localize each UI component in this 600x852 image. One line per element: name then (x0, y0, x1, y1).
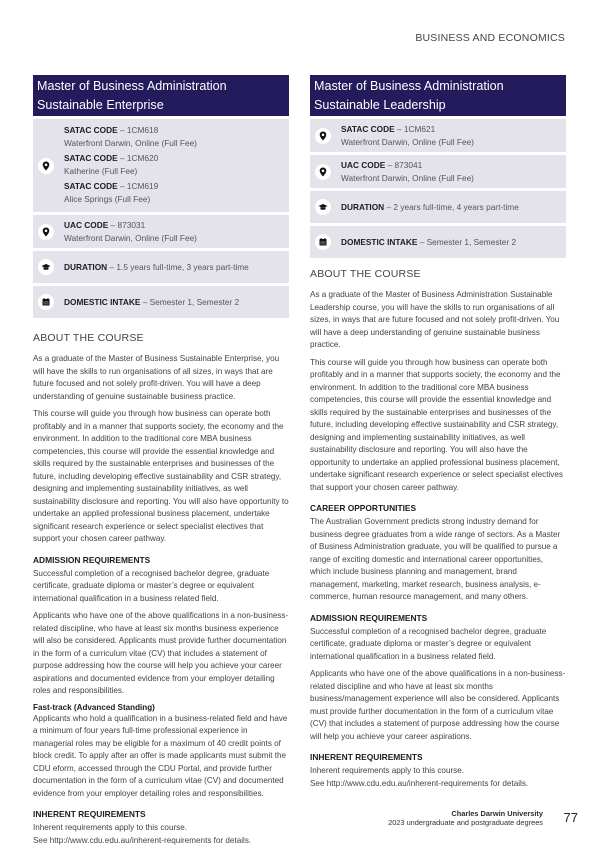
satac-label: SATAC CODE (64, 153, 118, 163)
page-number: 77 (563, 810, 578, 825)
course-title-line2: Sustainable Enterprise (37, 98, 164, 112)
inherent-paragraph (310, 765, 566, 790)
satac-code: – 1CM619 (119, 181, 159, 191)
satac-code: – 1CM618 (119, 125, 159, 135)
course-column-sustainable-enterprise (33, 75, 289, 852)
uac-code-row (33, 215, 289, 248)
fasttrack-heading: Fast-track (Advanced Standing) (33, 702, 155, 712)
location-pin-icon (315, 128, 331, 144)
admission-heading: ADMISSION REQUIREMENTS (33, 554, 151, 565)
intake-value: – Semester 1, Semester 2 (419, 236, 517, 247)
page-footer (388, 809, 543, 827)
calendar-icon (315, 234, 331, 250)
duration-value: – 1.5 years full-time, 3 years part-time (109, 261, 249, 272)
location-pin-icon (38, 158, 54, 174)
intake-label: DOMESTIC INTAKE (341, 236, 418, 247)
course-title (33, 75, 289, 116)
graduation-cap-icon (315, 199, 331, 215)
course-title (310, 75, 566, 116)
satac-location: Alice Springs (Full Fee) (64, 193, 151, 204)
satac-entry (64, 180, 197, 205)
inherent-link-text[interactable]: See http://www.cdu.edu.au/inherent-requirements for details. (310, 778, 529, 788)
duration-row (310, 191, 566, 223)
uac-code: – 873031 (110, 220, 146, 230)
location-pin-icon (315, 164, 331, 180)
graduation-cap-icon (38, 259, 54, 275)
satac-entry (64, 152, 197, 177)
about-heading: ABOUT THE COURSE (310, 268, 421, 280)
inherent-link-text[interactable]: See http://www.cdu.edu.au/inherent-requirements for details. (33, 835, 252, 845)
about-heading: ABOUT THE COURSE (33, 332, 144, 344)
about-paragraph: As a graduate of the Master of Business Administration Sustainable Leadership course, you will have the skills to run organisations of all sizes, in ways that are future focused and not solely profit-driven. You will have a deep understanding of genuine sustainable business practice. (310, 290, 560, 349)
course-column-sustainable-leadership (310, 75, 566, 795)
fasttrack-paragraph: Applicants who hold a qualification in a business-related field and have a minimum of four years full-time professional experience in managerial roles may be eligible for a maximum of 40 credit points of block credit. To apply after an offer is made applicants must submit the CDU eform, accessed through the CDU Portal, and provide further documentation in the form of a curriculum vitae (CV) and documented evidence from your employer detailing roles and responsibilities. (33, 713, 288, 798)
about-paragraph: This course will guide you through how business can operate both profitably and in a manner that supports society, the economy and the environment. In addition to the traditional core MBA business competencies, this course will provide the essential knowledge and skills required by the sustainable enterprises and businesses of the future, including developing effective sustainability and CSR strategy, designing and implementing sustainability initiatives, as well sustainability disclosure and reporting. You will also have the opportunity to undertake an applied professional business placement, undertake significant research experience or select specialist electives that support your chosen career pathway. (310, 357, 563, 492)
satac-code: – 1CM621 (396, 124, 436, 134)
satac-location: Waterfront Darwin, Online (Full Fee) (64, 137, 197, 148)
uac-code-row (310, 155, 566, 188)
duration-label: DURATION (341, 201, 385, 212)
about-paragraph: As a graduate of the Master of Business Sustainable Enterprise, you will have the skills to run organisations of all sizes, in ways that are future focused and not solely profit-driven. You will have a deep understanding of genuine sustainable business practice. (33, 354, 280, 401)
satac-label: SATAC CODE (64, 181, 118, 191)
career-heading: CAREER OPPORTUNITIES (310, 503, 417, 513)
satac-code-row (310, 119, 566, 152)
duration-value: – 2 years full-time, 4 years part-time (386, 201, 519, 212)
publication-title: 2023 undergraduate and postgraduate degrees (388, 818, 543, 827)
career-paragraph: The Australian Government predicts strong industry demand for business degree graduates from a wide range of sectors. As a Master of Business Administration graduate, you will be qualified to pursue a range of exciting domestic and international career opportunities, which include business planning and management, brand management, marketing, market research, business analysis, e-commerce, human resource management, and many others. (310, 517, 561, 601)
uac-location: Waterfront Darwin, Online (Full Fee) (64, 232, 197, 243)
intake-row (310, 226, 566, 258)
about-paragraph: This course will guide you through how business can operate both profitably and in a manner that supports society, the economy and the environment. In addition to the traditional core MBA business competencies, this course will provide the essential knowledge and skills required by the sustainable enterprises and businesses of the future, including developing effective sustainability and CSR strategy, designing and implementing sustainability initiatives, as well sustainability disclosure and reporting. You will also have opportunity to undertake an applied professional business placement, undertake significant research experience or select specialist electives that support your chosen career pathway. (33, 409, 289, 543)
uac-code: – 873041 (387, 160, 423, 170)
intake-label: DOMESTIC INTAKE (64, 296, 141, 307)
satac-location: Waterfront Darwin, Online (Full Fee) (341, 136, 474, 147)
university-name: Charles Darwin University (451, 809, 543, 818)
satac-code: – 1CM620 (119, 153, 159, 163)
admission-paragraph: Successful completion of a recognised bachelor degree, graduate certificate, graduate diploma or master’s degree or equivalent international qualification in a business related field. (33, 568, 270, 603)
inherent-paragraph (33, 822, 289, 847)
intake-value: – Semester 1, Semester 2 (142, 296, 240, 307)
calendar-icon (38, 294, 54, 310)
intake-row (33, 286, 289, 318)
duration-row (33, 251, 289, 283)
location-pin-icon (38, 224, 54, 240)
duration-label: DURATION (64, 261, 108, 272)
uac-location: Waterfront Darwin, Online (Full Fee) (341, 172, 474, 183)
course-title-line1: Master of Business Administration (37, 79, 227, 93)
satac-location: Katherine (Full Fee) (64, 165, 138, 176)
satac-label: SATAC CODE (64, 125, 118, 135)
satac-entry (64, 124, 197, 149)
admission-paragraph: Applicants who have one of the above qualifications in a non-business-related discipline and who have at least six months business/management experience will also be considered. Applicants must provide further documentation in the form of a curriculum vitae (CV) that includes a statement of purpose addressing how the course will help you achieve your career aspirations. (310, 669, 566, 741)
inherent-heading: INHERENT REQUIREMENTS (310, 752, 423, 762)
section-label: BUSINESS AND ECONOMICS (415, 32, 565, 44)
uac-label: UAC CODE (341, 160, 386, 170)
satac-label: SATAC CODE (341, 124, 395, 134)
course-title-line1: Master of Business Administration (314, 79, 504, 93)
inherent-text: Inherent requirements apply to this course. (310, 766, 465, 775)
admission-paragraph: Applicants who have one of the above qualifications in a non-business-related discipline, who have at least six months business experience will also be considered. Applicants must provide further documentation in the form of a curriculum vitae (CV) that includes a statement of purpose addressing how the course will help you achieve your career aspirations and documented evidence from your employer detailing roles and responsibilities. (33, 611, 289, 695)
admission-heading: ADMISSION REQUIREMENTS (310, 612, 428, 623)
course-title-line2: Sustainable Leadership (314, 98, 446, 112)
inherent-text: Inherent requirements apply to this course. (33, 823, 188, 832)
inherent-heading: INHERENT REQUIREMENTS (33, 809, 146, 819)
satac-codes-row (33, 119, 289, 212)
uac-label: UAC CODE (64, 220, 109, 230)
admission-paragraph: Successful completion of a recognised bachelor degree, graduate certificate, graduate diploma or master’s degree or equivalent international qualification in a business related field. (310, 626, 547, 661)
